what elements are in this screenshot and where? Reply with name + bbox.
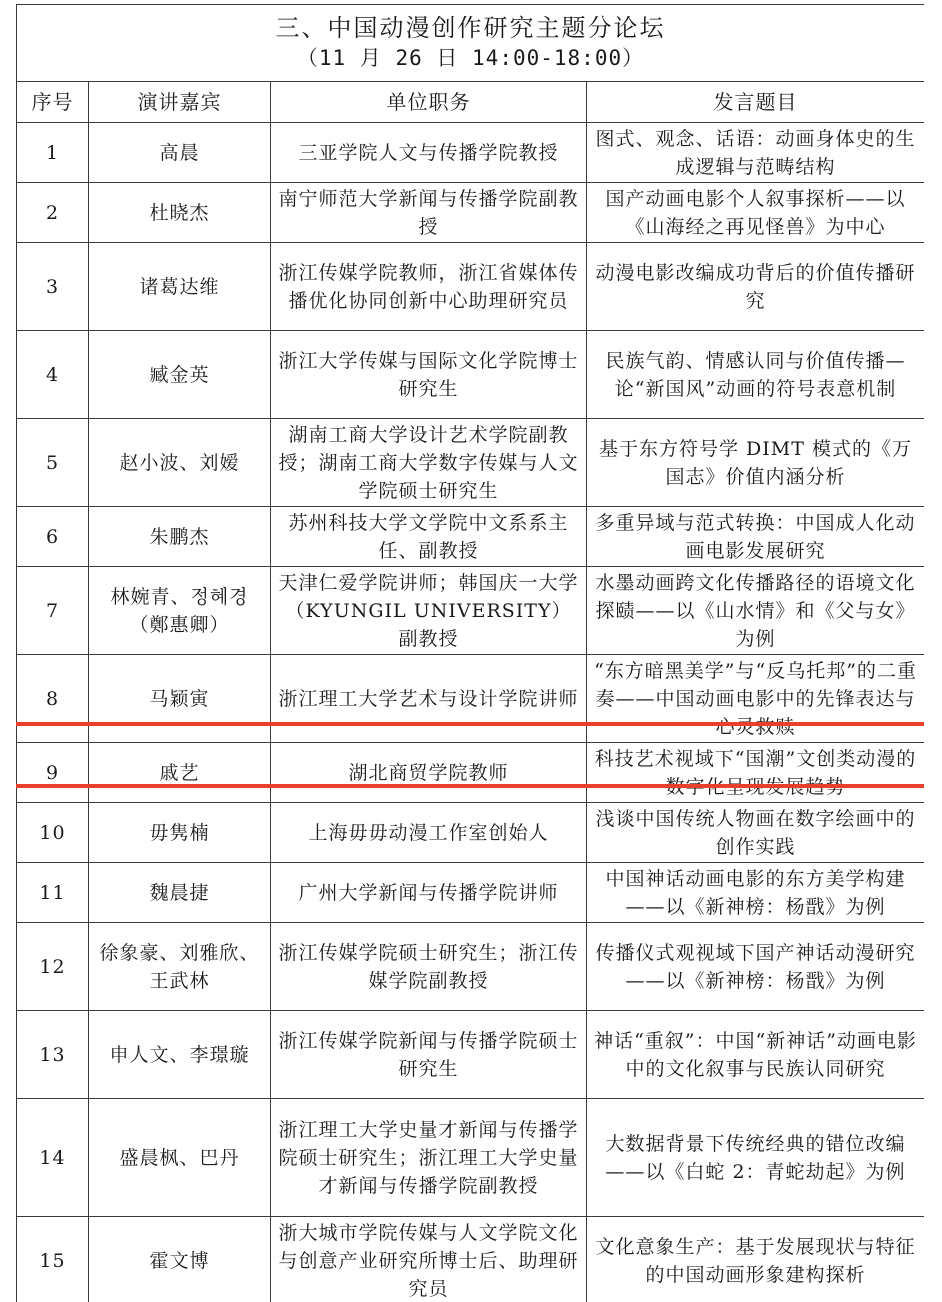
table-row (17, 183, 925, 243)
row-org: 浙江传媒学院硕士研究生；浙江传媒学院副教授 (271, 923, 587, 1011)
row-org: 苏州科技大学文学院中文系系主任、副教授 (271, 507, 587, 567)
row-topic: 传播仪式观视域下国产神话动漫研究——以《新神榜：杨戬》为例 (587, 923, 925, 1011)
row-no: 15 (17, 1217, 89, 1302)
row-speaker: 霍文博 (89, 1217, 271, 1302)
row-speaker: 高晨 (89, 123, 271, 183)
row-no: 2 (17, 183, 89, 243)
row-speaker: 赵小波、刘嫒 (89, 419, 271, 507)
row-topic: 浅谈中国传统人物画在数字绘画中的创作实践 (587, 803, 925, 863)
row-speaker: 盛晨枫、巴丹 (89, 1099, 271, 1217)
row-org: 三亚学院人文与传播学院教授 (271, 123, 587, 183)
row-topic: “东方暗黑美学”与“反乌托邦”的二重奏——中国动画电影中的先锋表达与心灵救赎 (587, 655, 925, 743)
row-org: 浙江理工大学史量才新闻与传播学院硕士研究生；浙江理工大学史量才新闻与传播学院副教授 (271, 1099, 587, 1217)
row-topic: 图式、观念、话语：动画身体史的生成逻辑与范畴结构 (587, 123, 925, 183)
row-org: 南宁师范大学新闻与传播学院副教授 (271, 183, 587, 243)
row-topic: 多重异域与范式转换：中国成人化动画电影发展研究 (587, 507, 925, 567)
row-org: 浙江传媒学院新闻与传播学院硕士研究生 (271, 1011, 587, 1099)
section-title-cell (17, 5, 925, 82)
section-title: 三、中国动漫创作研究主题分论坛 (275, 14, 666, 42)
row-topic: 大数据背景下传统经典的错位改编——以《白蛇 2：青蛇劫起》为例 (587, 1099, 925, 1217)
row-speaker: 朱鹏杰 (89, 507, 271, 567)
row-org: 广州大学新闻与传播学院讲师 (271, 863, 587, 923)
header-row (17, 82, 925, 123)
table-row (17, 123, 925, 183)
header-no: 序号 (17, 82, 89, 123)
row-topic: 国产动画电影个人叙事探析——以《山海经之再见怪兽》为中心 (587, 183, 925, 243)
row-speaker: 林婉青、정혜경（鄭惠卿） (89, 567, 271, 655)
row-no: 1 (17, 123, 89, 183)
row-topic: 基于东方符号学 DIMT 模式的《万国志》价值内涵分析 (587, 419, 925, 507)
table-row (17, 1099, 925, 1217)
table-row (17, 419, 925, 507)
row-org: 天津仁爱学院讲师；韩国庆一大学（KYUNGIL UNIVERSITY）副教授 (271, 567, 587, 655)
table-row (17, 743, 925, 803)
schedule-table (16, 4, 924, 1302)
row-org: 上海毋毋动漫工作室创始人 (271, 803, 587, 863)
header-org: 单位职务 (271, 82, 587, 123)
row-no: 11 (17, 863, 89, 923)
table-row (17, 331, 925, 419)
row-topic: 中国神话动画电影的东方美学构建——以《新神榜：杨戬》为例 (587, 863, 925, 923)
row-org: 湖北商贸学院教师 (271, 743, 587, 803)
row-no: 9 (17, 743, 89, 803)
row-no: 3 (17, 243, 89, 331)
row-topic: 科技艺术视域下“国潮”文创类动漫的数字化呈现发展趋势 (587, 743, 925, 803)
row-topic: 民族气韵、情感认同与价值传播—论“新国风”动画的符号表意机制 (587, 331, 925, 419)
row-speaker: 申人文、李璟璇 (89, 1011, 271, 1099)
row-org: 浙江传媒学院教师，浙江省媒体传播优化协同创新中心助理研究员 (271, 243, 587, 331)
document-page (16, 0, 924, 1302)
section-time: （11 月 26 日 14:00-18:00） (296, 46, 645, 70)
row-org: 浙大城市学院传媒与人文学院文化与创意产业研究所博士后、助理研究员 (271, 1217, 587, 1302)
row-org: 浙江大学传媒与国际文化学院博士研究生 (271, 331, 587, 419)
table-row (17, 243, 925, 331)
row-no: 4 (17, 331, 89, 419)
row-topic: 动漫电影改编成功背后的价值传播研究 (587, 243, 925, 331)
row-speaker: 徐象豪、刘雅欣、王武林 (89, 923, 271, 1011)
row-topic: 神话“重叙”：中国“新神话”动画电影中的文化叙事与民族认同研究 (587, 1011, 925, 1099)
table-row (17, 1011, 925, 1099)
table-row (17, 803, 925, 863)
row-speaker: 臧金英 (89, 331, 271, 419)
table-row (17, 863, 925, 923)
row-no: 12 (17, 923, 89, 1011)
row-no: 8 (17, 655, 89, 743)
row-speaker: 魏晨捷 (89, 863, 271, 923)
row-speaker: 毋隽楠 (89, 803, 271, 863)
row-no: 10 (17, 803, 89, 863)
row-no: 7 (17, 567, 89, 655)
row-no: 13 (17, 1011, 89, 1099)
row-no: 14 (17, 1099, 89, 1217)
row-speaker: 戚艺 (89, 743, 271, 803)
row-org: 浙江理工大学艺术与设计学院讲师 (271, 655, 587, 743)
row-speaker: 马颖寅 (89, 655, 271, 743)
table-row (17, 507, 925, 567)
table-row (17, 655, 925, 743)
row-no: 6 (17, 507, 89, 567)
row-topic: 水墨动画跨文化传播路径的语境文化探赜——以《山水情》和《父与女》为例 (587, 567, 925, 655)
row-speaker: 诸葛达维 (89, 243, 271, 331)
table-row (17, 567, 925, 655)
row-no: 5 (17, 419, 89, 507)
table-row (17, 1217, 925, 1302)
section-title-row (17, 5, 925, 82)
header-topic: 发言题目 (587, 82, 925, 123)
table-row (17, 923, 925, 1011)
header-speaker: 演讲嘉宾 (89, 82, 271, 123)
row-speaker: 杜晓杰 (89, 183, 271, 243)
row-org: 湖南工商大学设计艺术学院副教授；湖南工商大学数字传媒与人文学院硕士研究生 (271, 419, 587, 507)
row-topic: 文化意象生产：基于发展现状与特征的中国动画形象建构探析 (587, 1217, 925, 1302)
